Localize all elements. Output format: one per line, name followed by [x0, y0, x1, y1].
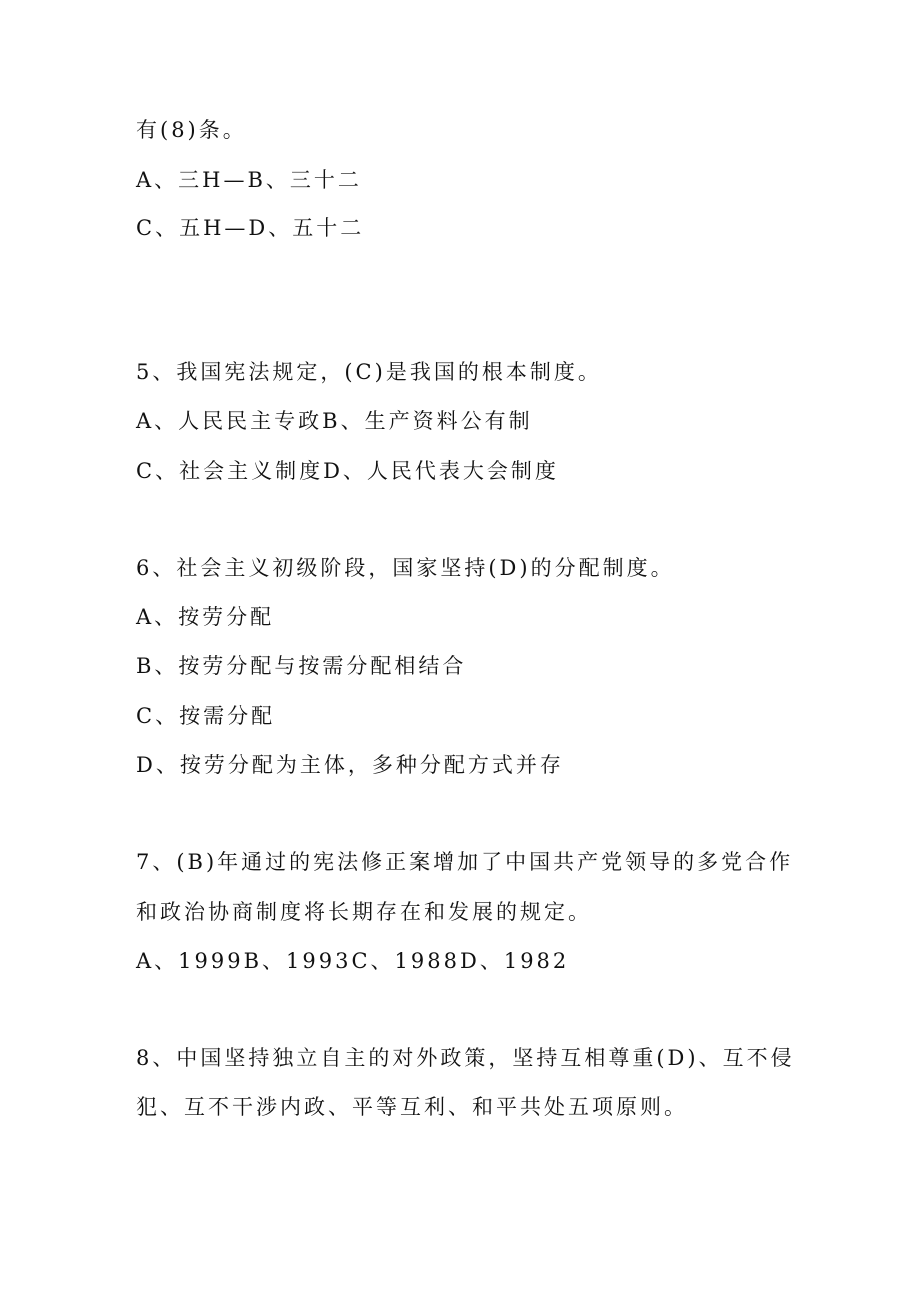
q8-stem-line-1: 8、中国坚持独立自主的对外政策，坚持互相尊重(D)、互不侵 [136, 1046, 795, 1070]
q7-stem-line-1: 7、(B)年通过的宪法修正案增加了中国共产党领导的多党合作 [136, 850, 794, 874]
q6-option-b: B、按劳分配与按需分配相结合 [136, 654, 467, 678]
q7-options: A、1999B、1993C、1988D、1982 [136, 949, 570, 973]
q4-options-ab: A、三H—B、三十二 [136, 168, 362, 192]
q6-stem: 6、社会主义初级阶段，国家坚持(D)的分配制度。 [136, 556, 675, 580]
q5-options-ab: A、人民民主专政B、生产资料公有制 [136, 409, 533, 433]
q7-stem-line-2: 和政治协商制度将长期存在和发展的规定。 [136, 900, 592, 924]
q4-options-cd: C、五H—D、五十二 [136, 216, 365, 240]
q6-option-d: D、按劳分配为主体，多种分配方式并存 [136, 753, 564, 777]
q8-stem-line-2: 犯、互不干涉内政、平等互利、和平共处五项原则。 [136, 1095, 688, 1119]
q4-stem-continuation: 有(8)条。 [136, 118, 247, 142]
q5-options-cd: C、社会主义制度D、人民代表大会制度 [136, 459, 559, 483]
q6-option-a: A、按劳分配 [136, 605, 275, 629]
q6-option-c: C、按需分配 [136, 704, 276, 728]
q5-stem: 5、我国宪法规定，(C)是我国的根本制度。 [136, 360, 602, 384]
